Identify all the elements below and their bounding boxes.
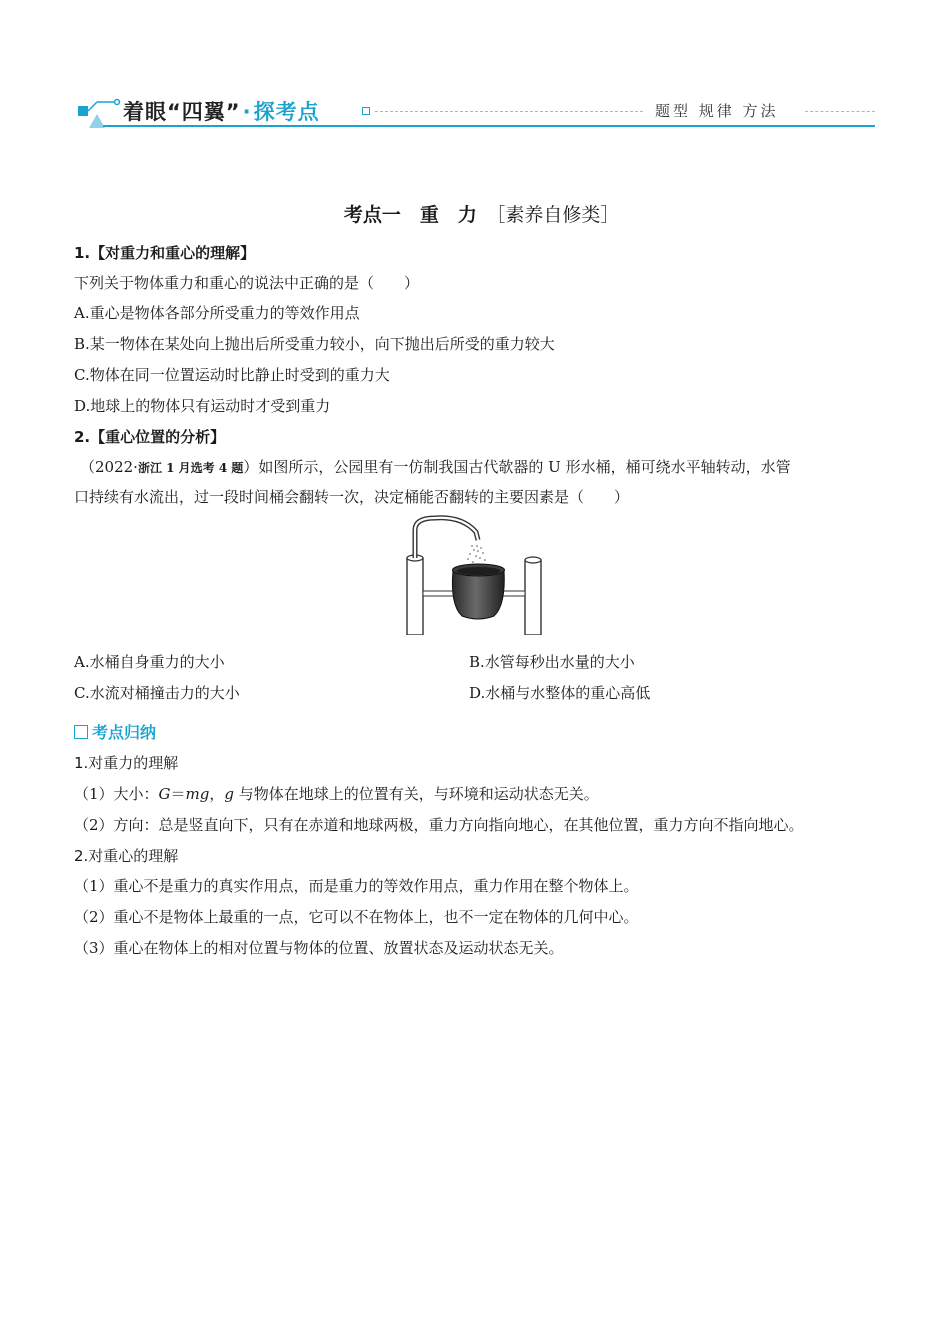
header-right-labels: 题型 规律 方法	[655, 102, 779, 120]
formula-eq: ＝	[170, 785, 186, 803]
header-title-dot: ·	[242, 100, 252, 124]
q2-stem-text1: 如图所示，公园里有一仿制我国古代欹器的 U 形水桶，桶可绕水平轴转动，水管	[258, 458, 791, 476]
q1-option-c: C.物体在同一位置运动时比静止时受到的重力大	[74, 366, 390, 384]
header-title-accent: 探考点	[253, 100, 320, 124]
q2-option-c: C.水流对桶撞击力的大小	[74, 684, 240, 702]
q2-stem-line2: 口持续有水流出，过一段时间桶会翻转一次，决定桶能否翻转的主要因素是（ ）	[74, 488, 630, 506]
summary-heading	[74, 720, 156, 743]
summary-cog-3: （3）重心在物体上的相对位置与物体的位置、放置状态及运动状态无关。	[74, 939, 564, 957]
section-title	[0, 178, 950, 227]
header-dashed-line-right	[805, 111, 875, 112]
summary-s1-post: 与物体在地球上的位置有关，与环境和运动状态无关。	[234, 785, 599, 803]
right-post	[525, 557, 541, 635]
q2-source: 浙江 1 月选考 4 题	[137, 461, 244, 475]
q1-option-b: B.某一物体在某处向上抛出后所受重力较小，向下抛出后所受的重力较大	[74, 335, 555, 353]
left-post	[407, 555, 423, 635]
header-square-icon	[362, 107, 370, 115]
water-pipe	[415, 518, 478, 558]
q2-heading: 2.【重心位置的分析】	[74, 428, 226, 446]
q2-source-close: ）	[243, 458, 259, 476]
section-title-main: 考点一 重 力	[343, 204, 477, 226]
section-title-tag: ［素养自修类］	[495, 204, 620, 226]
header-title-prefix: 着眼“四翼”	[123, 100, 241, 124]
q2-stem-line1	[80, 457, 791, 478]
formula-mg: mg	[185, 785, 210, 803]
header-underline	[103, 125, 875, 127]
q2-source-open: （2022·	[80, 458, 138, 476]
bucket	[452, 564, 504, 619]
summary-cog-1: （1）重心不是重力的真实作用点，而是重力的等效作用点，重力作用在整个物体上。	[74, 877, 639, 895]
summary-sub1: 1.对重力的理解	[74, 754, 179, 772]
header-title	[123, 96, 320, 126]
bucket-figure	[400, 510, 550, 635]
summary-gravity-size	[74, 784, 599, 804]
q1-heading: 1.【对重力和重心的理解】	[74, 244, 256, 262]
summary-sub2: 2.对重心的理解	[74, 847, 179, 865]
q1-option-a: A.重心是物体各部分所受重力的等效作用点	[74, 304, 360, 322]
summary-heading-text: 考点归纳	[92, 723, 157, 742]
header-dashed-line	[375, 111, 643, 112]
q2-option-d: D.水桶与水整体的重心高低	[469, 684, 651, 702]
summary-gravity-direction: （2）方向：总是竖直向下，只有在赤道和地球两极，重力方向指向地心，在其他位置，重力方向不指向地心。	[74, 816, 804, 834]
formula-G: G	[158, 785, 171, 803]
summary-s1-pre: （1）大小：	[74, 785, 159, 803]
q1-option-d: D.地球上的物体只有运动时才受到重力	[74, 397, 331, 415]
formula-g: g	[224, 785, 234, 803]
summary-square-icon	[74, 725, 88, 739]
water-spray	[467, 545, 486, 563]
summary-cog-2: （2）重心不是物体上最重的一点，它可以不在物体上，也不一定在物体的几何中心。	[74, 908, 639, 926]
q2-option-a: A.水桶自身重力的大小	[74, 653, 225, 671]
q1-stem: 下列关于物体重力和重心的说法中正确的是（ ）	[74, 274, 420, 292]
header-banner	[75, 92, 875, 132]
q2-option-b: B.水管每秒出水量的大小	[469, 653, 635, 671]
formula-comma: ，	[209, 785, 225, 803]
